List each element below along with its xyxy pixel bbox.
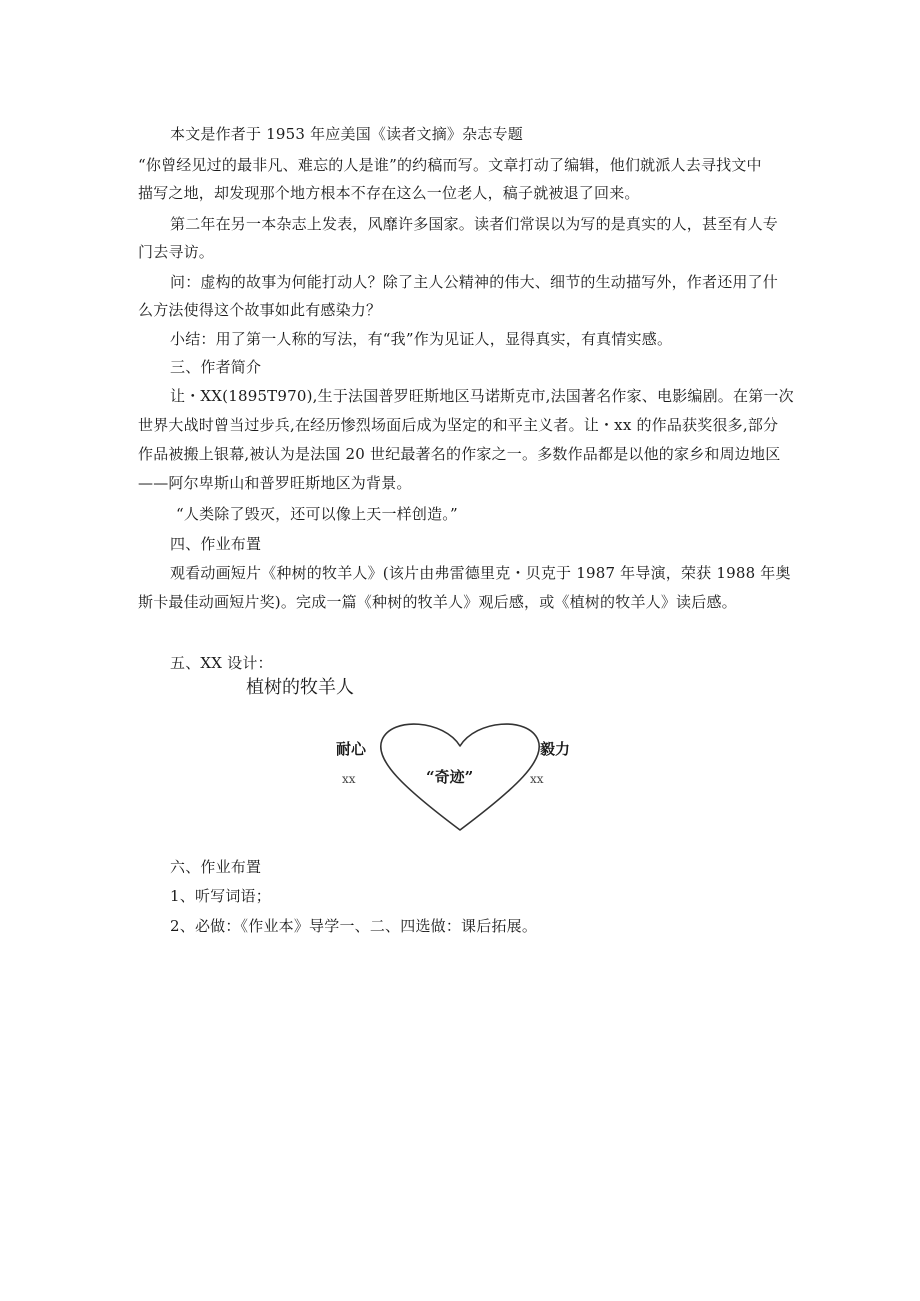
bio-line-1: 让・XX(1895T970),生于法国普罗旺斯地区马诺斯克市,法国著名作家、电影编剧。在第一次: [170, 387, 794, 405]
homework-line-1: 观看动画短片《种树的牧羊人》(该片由弗雷德里克・贝克于 1987 年导演，荣获 1988 年奥: [170, 564, 791, 582]
right-label: 毅力: [540, 740, 571, 758]
section-heading-author: 三、作者简介: [170, 358, 262, 376]
center-label: “奇迹”: [426, 768, 474, 786]
question-line-2: 么方法使得这个故事如此有感染力？: [138, 301, 382, 319]
paragraph-publish-line-2: 门去寻访。: [138, 243, 215, 261]
bio-line-3: 作品被搬上银幕,被认为是法国 20 世纪最著名的作家之一。多数作品都是以他的家乡和周边地区: [138, 445, 781, 463]
question-line-1: 问：虚构的故事为何能打动人？除了主人公精神的伟大、细节的生动描写外，作者还用了什: [170, 273, 779, 291]
right-small-label: xx: [530, 772, 544, 786]
left-small-label: xx: [342, 772, 356, 786]
left-label: 耐心: [336, 740, 367, 758]
paragraph-origin-line-3: 描写之地，却发现那个地方根本不存在这么一位老人，稿子就被退了回来。: [138, 184, 640, 202]
paragraph-origin-line-2: “你曾经见过的最非凡、难忘的人是谁”的约稿而写。文章打动了编辑，他们就派人去寻找文中: [138, 156, 762, 174]
assignment-item-2: 2、必做：《作业本》导学一、二、四选做：课后拓展。: [170, 917, 538, 935]
board-title: 植树的牧羊人: [246, 677, 354, 698]
bio-line-2: 世界大战时曾当过步兵,在经历惨烈场面后成为坚定的和平主义者。让・xx 的作品获奖很多,部分: [138, 416, 779, 434]
section-heading-homework: 四、作业布置: [170, 535, 262, 553]
paragraph-publish-line-1: 第二年在另一本杂志上发表，风靡许多国家。读者们常误以为写的是真实的人，甚至有人专: [170, 215, 779, 233]
section-heading-assignment: 六、作业布置: [170, 858, 262, 876]
section-heading-design: 五、XX 设计：: [170, 654, 273, 672]
bio-line-4: ——阿尔卑斯山和普罗旺斯地区为背景。: [138, 474, 412, 492]
homework-line-2: 斯卡最佳动画短片奖)。完成一篇《种树的牧羊人》观后感，或《植树的牧羊人》读后感。: [138, 593, 737, 611]
blackboard-diagram: [330, 718, 590, 838]
author-quote: “人类除了毁灭，还可以像上天一样创造。”: [176, 505, 458, 523]
paragraph-origin-line-1: 本文是作者于 1953 年应美国《读者文摘》杂志专题: [170, 125, 523, 143]
summary-line: 小结：用了第一人称的写法，有“我”作为见证人，显得真实，有真情实感。: [170, 330, 673, 348]
assignment-item-1: 1、听写词语；: [170, 887, 271, 905]
